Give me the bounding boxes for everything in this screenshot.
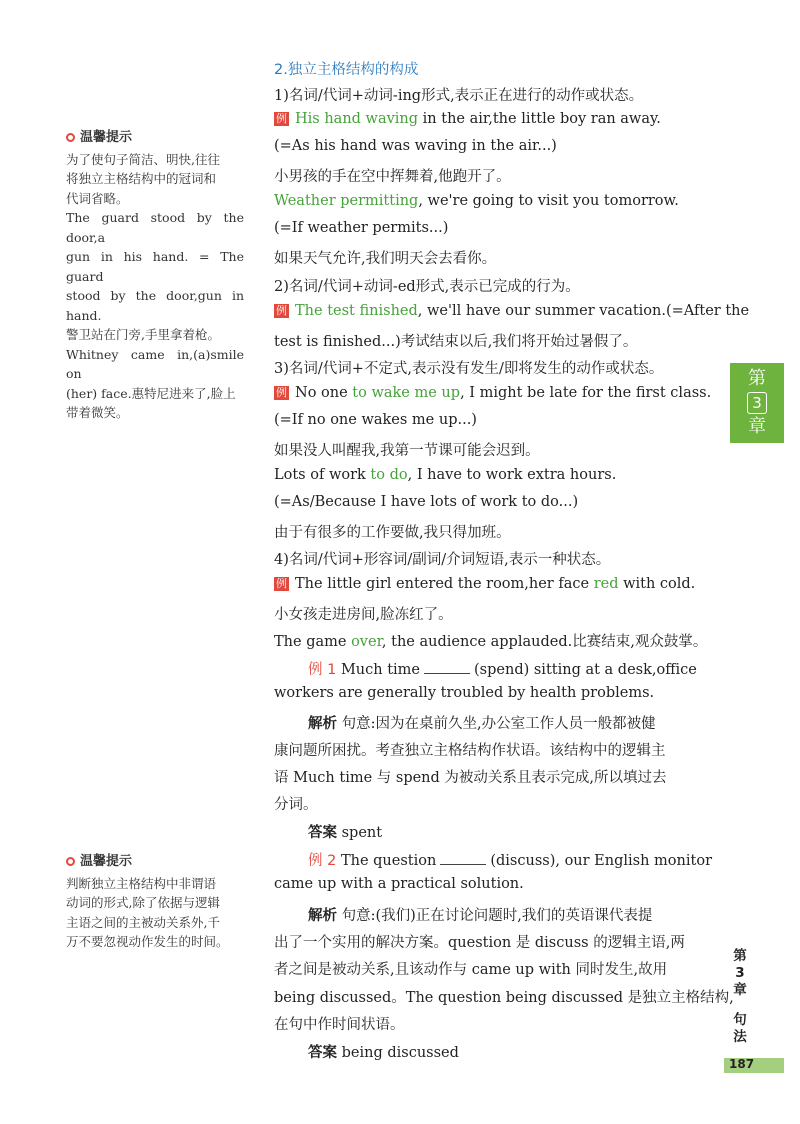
translation-line: 小男孩的手在空中挥舞着,他跑开了。: [274, 169, 511, 185]
example-line: 例 His hand waving in the air,the little boy ran away.: [276, 111, 661, 127]
tip-line: 警卫站在门旁,手里拿着枪。: [66, 327, 220, 342]
tip-line: Whitney came in,(a)smile on: [66, 346, 244, 381]
example-line: The game over, the audience applauded.比赛结束,观众鼓掌。: [274, 634, 708, 650]
tip-line: 动词的形式,除了依据与逻辑: [66, 895, 220, 910]
chapter-number: 3: [747, 392, 767, 414]
example-marker: 例: [276, 304, 287, 317]
bullet-icon: [66, 857, 75, 866]
tip-line: 带着微笑。: [66, 405, 129, 420]
tip-line: 判断独立主格结构中非谓语: [66, 875, 217, 891]
tip-line: 代词省略。: [66, 190, 129, 206]
tip-box-2: [66, 852, 244, 952]
tip-body-1: [66, 150, 244, 423]
answer-blank: [440, 852, 486, 865]
side-chapter-label: 第 3 章: [733, 948, 747, 998]
analysis-line: 语 Much time 与 spend 为被动关系且表示完成,所以填过去: [274, 770, 667, 786]
equivalent-line: (=As/Because I have lots of work to do...): [274, 494, 579, 510]
tip-heading-1: 温馨提示: [66, 128, 244, 148]
example-marker: 例: [276, 386, 287, 399]
answer-1: 答案 spent: [308, 824, 383, 841]
rule-3: 3)名词/代词+不定式,表示没有发生/即将发生的动作或状态。: [274, 361, 664, 377]
example-line: Weather permitting, we're going to visit you tomorrow.: [274, 193, 679, 209]
analysis-line: being discussed。The question being discussed 是独立主格结构,: [274, 990, 734, 1006]
tip-line: 为了使句子简洁、明快,往往: [66, 151, 220, 167]
example-marker: 例: [276, 577, 287, 590]
equivalent-line: (=If weather permits...): [274, 220, 449, 236]
answer-blank: [424, 661, 470, 674]
translation-line: 如果没人叫醒我,我第一节课可能会迟到。: [274, 443, 540, 459]
analysis-2: 解析 句意:(我们)正在讨论问题时,我们的英语课代表提: [308, 907, 653, 924]
tip-line: 将独立主格结构中的冠词和: [66, 171, 217, 186]
answer-2: 答案 being discussed: [308, 1044, 459, 1061]
analysis-line: 分词。: [274, 797, 318, 813]
tip-box-1: [66, 128, 244, 423]
equivalent-line: (=As his hand was waving in the air...): [274, 138, 557, 154]
example-line: Lots of work to do, I have to work extra hours.: [274, 467, 617, 483]
example-line: 例 The test finished, we'll have our summer vacation.(=After the: [276, 303, 750, 319]
example-line: 例 The little girl entered the room,her face red with cold.: [276, 576, 696, 592]
tip-line: 万不要忽视动作发生的时间。: [66, 934, 229, 949]
rule-1: 1)名词/代词+动词-ing形式,表示正在进行的动作或状态。: [274, 88, 644, 104]
page-number: 187: [729, 1057, 755, 1071]
rule-2: 2)名词/代词+动词-ed形式,表示已完成的行为。: [274, 279, 580, 295]
tip-line: 主语之间的主被动关系外,千: [66, 914, 220, 930]
bullet-icon: [66, 133, 75, 142]
example-line: 例 No one to wake me up, I might be late for the first class.: [276, 385, 712, 401]
question-1: 例 1 Much time (spend) sitting at a desk,office: [308, 662, 697, 678]
equivalent-line: (=If no one wakes me up...): [274, 412, 477, 428]
analysis-line: 出了一个实用的解决方案。question 是 discuss 的逻辑主语,两: [274, 935, 685, 951]
example-line-cont: test is finished...)考试结束以后,我们将开始过暑假了。: [274, 334, 638, 350]
question-2-cont: came up with a practical solution.: [274, 876, 524, 892]
rule-4: 4)名词/代词+形容词/副词/介词短语,表示一种状态。: [274, 552, 611, 568]
analysis-1: 解析 句意:因为在桌前久坐,办公室工作人员一般都被健: [308, 715, 656, 732]
example-marker: 例: [276, 112, 287, 125]
translation-line: 小女孩走进房间,脸冻红了。: [274, 607, 453, 623]
translation-line: 如果天气允许,我们明天会去看你。: [274, 251, 497, 267]
tip-body-2: [66, 874, 244, 952]
translation-line: 由于有很多的工作要做,我只得加班。: [274, 525, 511, 541]
question-2: 例 2 The question (discuss), our English monitor: [308, 853, 712, 869]
chapter-tab: 第 3 章: [730, 363, 784, 443]
tip-line: (her) face.惠特尼进来了,脸上: [66, 385, 236, 401]
tip-line: The guard stood by the door,a: [66, 210, 244, 245]
side-section-label: 句 法: [733, 1012, 747, 1045]
tip-heading-2: 温馨提示: [66, 852, 244, 872]
tip-line: stood by the door,gun in hand.: [66, 288, 244, 323]
analysis-line: 在句中作时间状语。: [274, 1017, 405, 1033]
tip-line: gun in his hand. = The guard: [66, 249, 244, 284]
analysis-line: 者之间是被动关系,且该动作与 came up with 同时发生,故用: [274, 962, 668, 978]
question-1-cont: workers are generally troubled by health problems.: [274, 685, 655, 701]
analysis-line: 康问题所困扰。考查独立主格结构作状语。该结构中的逻辑主: [274, 743, 666, 759]
section-title: 2.独立主格结构的构成: [274, 62, 419, 78]
